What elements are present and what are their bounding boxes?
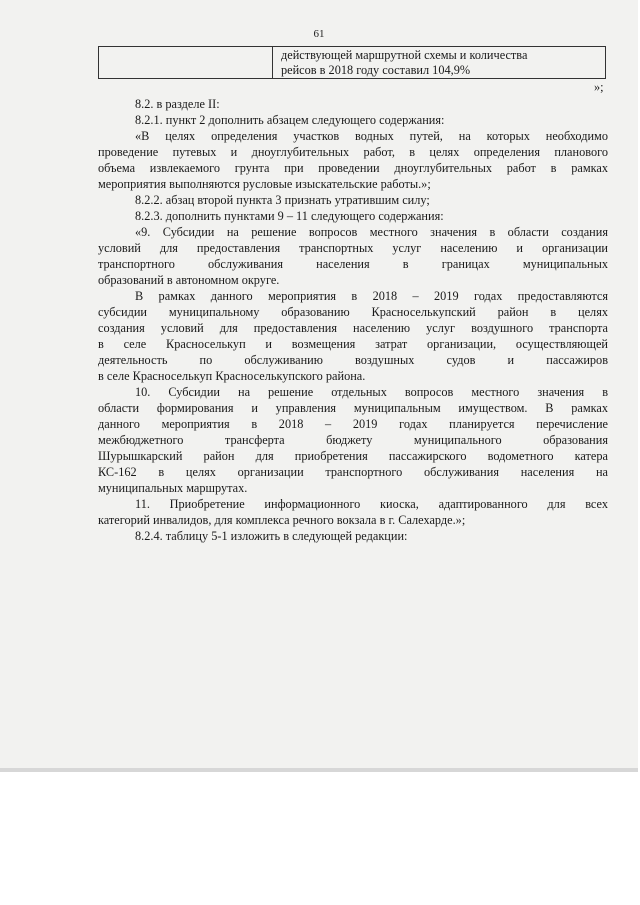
text-line: категорий инвалидов, для комплекса речного вокзала в г. Салехарде.»; — [98, 513, 466, 527]
text-line: образований в автономном округе. — [98, 273, 280, 287]
text-line: проведение путевых и дноуглубительных работ, в целях определения планового — [98, 145, 608, 159]
text-line: деятельность по обслуживанию воздушных судов и пассажиров — [98, 353, 608, 367]
text-line: 10. Субсидии на решение отдельных вопросов местного значения в — [135, 385, 608, 399]
table-fragment — [98, 46, 606, 79]
text-line: 11. Приобретение информационного киоска, адаптированного для всех — [135, 497, 608, 511]
text-line: мероприятия выполняются русловые изыскательские работы.»; — [98, 177, 431, 191]
text-line: данного мероприятия в 2018 – 2019 годах планируется перечисление — [98, 417, 608, 431]
text-line: условий для предоставления транспортных услуг населению и организации — [98, 241, 608, 255]
table-cell-line: рейсов в 2018 году составил 104,9% — [281, 63, 471, 77]
text-line: 8.2.3. дополнить пунктами 9 – 11 следующего содержания: — [135, 209, 444, 223]
text-line: 8.2.2. абзац второй пункта 3 признать утратившим силу; — [135, 193, 430, 207]
text-line: в селе Красноселькуп и возмещения затрат организации, осуществляющей — [98, 337, 608, 351]
text-line: «9. Субсидии на решение вопросов местного значения в области создания — [135, 225, 608, 239]
page-edge-shadow — [0, 768, 638, 772]
text-line: объема извлекаемого грунта при проведении дноуглубительных работ в рамках — [98, 161, 608, 175]
text-line: транспортного обслуживания населения в границах муниципальных — [98, 257, 608, 271]
text-line: В рамках данного мероприятия в 2018 – 2019 годах предоставляются — [135, 289, 608, 303]
page-number: 61 — [313, 28, 325, 40]
text-line: Шурышкарский район для приобретения пассажирского водометного катера — [98, 449, 608, 463]
table-left-cell — [99, 47, 273, 78]
table-cell-line: действующей маршрутной схемы и количества — [281, 48, 528, 62]
table-right-cell — [281, 48, 601, 78]
text-line: 8.2.4. таблицу 5-1 изложить в следующей редакции: — [135, 529, 408, 543]
text-line: «В целях определения участков водных путей, на которых необходимо — [135, 129, 608, 143]
text-line: создания условий для предоставления населению услуг воздушного транспорта — [98, 321, 608, 335]
text-line: КС-162 в целях организации транспортного обслуживания населения на — [98, 465, 608, 479]
text-line: муниципальных маршрутах. — [98, 481, 248, 495]
text-line: области формирования и управления муниципальным имуществом. В рамках — [98, 401, 608, 415]
text-line: 8.2. в разделе II: — [135, 97, 220, 111]
text-line: 8.2.1. пункт 2 дополнить абзацем следующего содержания: — [135, 113, 445, 127]
text-line: межбюджетного трансферта бюджету муниципального образования — [98, 433, 608, 447]
closing-quote: »; — [594, 80, 604, 94]
text-line: в селе Красноселькуп Красноселькупского района. — [98, 369, 366, 383]
text-line: субсидии муниципальному образованию Красноселькупский район в целях — [98, 305, 608, 319]
